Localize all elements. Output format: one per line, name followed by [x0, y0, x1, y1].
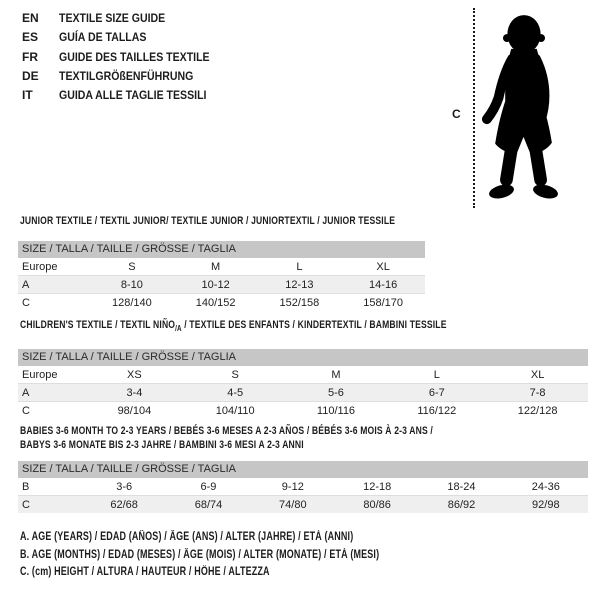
- row-label: C: [22, 498, 30, 511]
- row-label: C: [22, 404, 30, 417]
- language-row: [22, 86, 230, 105]
- table-row: [18, 276, 425, 294]
- size-value-cell: XL: [376, 260, 390, 273]
- size-value-cell: XS: [127, 368, 142, 381]
- size-value-cell: 104/110: [215, 404, 255, 417]
- size-value-cell: 128/140: [111, 296, 152, 309]
- row-label: A: [22, 278, 30, 291]
- size-value-cell: 86/92: [447, 498, 476, 511]
- size-value-cell: 92/98: [532, 498, 560, 511]
- title-gap: [18, 228, 425, 241]
- size-value-cell: M: [331, 368, 341, 381]
- language-label: GUIDA ALLE TAGLIE TESSILI: [59, 88, 207, 103]
- table-title: [20, 438, 463, 452]
- title-gap: [18, 452, 588, 461]
- table-title: [20, 214, 396, 228]
- size-value-cell: 7-8: [529, 386, 546, 399]
- size-value-cell: 3-4: [126, 386, 143, 399]
- size-value-cell: 152/158: [279, 296, 320, 309]
- size-value-cell: 5-6: [328, 386, 344, 399]
- size-value-cell: 8-10: [120, 278, 143, 291]
- size-table-block-2: [18, 424, 588, 513]
- table-row: [18, 366, 588, 384]
- height-measure-label: C: [452, 107, 461, 121]
- table-row: [18, 258, 425, 276]
- table-body: [18, 258, 425, 311]
- size-value-cell: 4-5: [227, 386, 244, 399]
- table-row: [18, 402, 588, 420]
- size-value-cell: 6-7: [428, 386, 445, 399]
- table-title: [20, 318, 463, 336]
- size-header-bar: [18, 461, 588, 478]
- language-code: IT: [22, 88, 33, 103]
- size-table-block-1: [18, 318, 588, 419]
- language-row: [22, 9, 230, 28]
- size-value-cell: 74/80: [279, 498, 307, 511]
- size-value-cell: 12-13: [285, 278, 314, 291]
- size-value-cell: S: [128, 260, 136, 273]
- row-label: A: [22, 386, 30, 399]
- size-value-cell: L: [433, 368, 440, 381]
- language-code: ES: [22, 30, 39, 45]
- size-value-cell: 98/104: [117, 404, 152, 417]
- table-row: [18, 294, 425, 312]
- row-label: C: [22, 296, 30, 309]
- size-value-cell: 110/116: [316, 404, 356, 417]
- size-value-cell: 24-36: [531, 480, 560, 493]
- size-table: [18, 258, 425, 311]
- footnotes: [20, 529, 481, 582]
- size-value-cell: M: [211, 260, 221, 273]
- language-code: EN: [22, 11, 39, 25]
- table-row: [18, 384, 588, 402]
- footnote-line: A. AGE (YEARS) / EDAD (AÑOS) / ÂGE (ANS) / ALTER (JAHRE) / ETÀ (ANNI): [20, 531, 354, 543]
- size-header-label: SIZE / TALLA / TAILLE / GRÖSSE / TAGLIA: [22, 463, 236, 475]
- size-value-cell: 80/86: [363, 498, 391, 511]
- size-header-label: SIZE / TALLA / TAILLE / GRÖSSE / TAGLIA: [22, 243, 236, 255]
- language-label: GUÍA DE TALLAS: [59, 30, 147, 45]
- size-value-cell: S: [231, 368, 239, 381]
- size-table: [18, 478, 588, 513]
- row-label: Europe: [22, 260, 58, 273]
- size-value-cell: 68/74: [194, 498, 223, 511]
- language-code: DE: [22, 68, 39, 83]
- size-value-cell: 14-16: [369, 278, 398, 291]
- size-value-cell: 116/122: [417, 404, 457, 417]
- table-row: [18, 496, 588, 514]
- size-value-cell: XL: [530, 368, 545, 381]
- size-table: [18, 366, 588, 419]
- size-value-cell: 18-24: [447, 480, 476, 493]
- row-label: Europe: [22, 368, 58, 381]
- row-label: B: [22, 480, 30, 493]
- footnote-line: B. AGE (MONTHS) / EDAD (MESES) / ÂGE (MOIS) / ALTER (MONATE) / ETÀ (MESI): [20, 548, 380, 561]
- title-gap: [18, 336, 588, 349]
- size-value-cell: 3-6: [116, 480, 133, 493]
- size-value-cell: 10-12: [201, 278, 230, 291]
- baby-silhouette-icon: [480, 9, 568, 206]
- table-title-segment: / TEXTILE DES ENFANTS / KINDERTEXTIL / BAMBINI TESSILE: [181, 319, 447, 331]
- language-row: [22, 28, 230, 47]
- height-measure-line: [473, 8, 475, 208]
- table-body: [18, 366, 588, 419]
- size-value-cell: 158/170: [363, 296, 403, 309]
- language-row: [22, 48, 230, 67]
- size-value-cell: 6-9: [200, 480, 217, 493]
- size-header-bar: [18, 241, 425, 258]
- table-row: [18, 478, 588, 496]
- language-code: FR: [22, 49, 38, 64]
- language-label: TEXTILGRÖßENFÜHRUNG: [59, 68, 194, 83]
- size-value-cell: 9-12: [281, 480, 304, 493]
- size-value-cell: L: [296, 260, 303, 273]
- table-title-segment: BABYS 3-6 MONATE BIS 2-3 JAHRE / BAMBINI 3-6 MESI A 2-3 ANNI: [20, 439, 304, 451]
- footnote-line: C. (cm) HEIGHT / ALTURA / HAUTEUR / HÖHE / ALTEZZA: [20, 566, 270, 579]
- table-title-segment: /A: [175, 324, 182, 334]
- language-label: GUIDE DES TAILLES TEXTILE: [59, 49, 210, 64]
- table-title: [20, 424, 463, 438]
- language-row: [22, 67, 230, 86]
- table-title-segment: CHILDREN'S TEXTILE / TEXTIL NIÑO: [20, 319, 176, 331]
- language-list: [22, 9, 230, 105]
- size-value-cell: 140/152: [195, 296, 236, 309]
- size-table-block-0: [18, 214, 425, 311]
- language-label: TEXTILE SIZE GUIDE: [59, 11, 166, 25]
- table-body: [18, 478, 588, 513]
- table-title-segment: JUNIOR TEXTILE / TEXTIL JUNIOR/ TEXTILE JUNIOR / JUNIORTEXTIL / JUNIOR TESSILE: [20, 215, 396, 227]
- size-header-bar: [18, 349, 588, 366]
- size-value-cell: 12-18: [363, 480, 392, 493]
- size-header-label: SIZE / TALLA / TAILLE / GRÖSSE / TAGLIA: [22, 351, 236, 364]
- table-title-segment: BABIES 3-6 MONTH TO 2-3 YEARS / BEBÉS 3-6 MESES A 2-3 AÑOS / BÉBÉS 3-6 MOIS À 2-3 ANS /: [20, 425, 433, 437]
- size-value-cell: 62/68: [110, 498, 138, 511]
- size-value-cell: 122/128: [517, 404, 558, 417]
